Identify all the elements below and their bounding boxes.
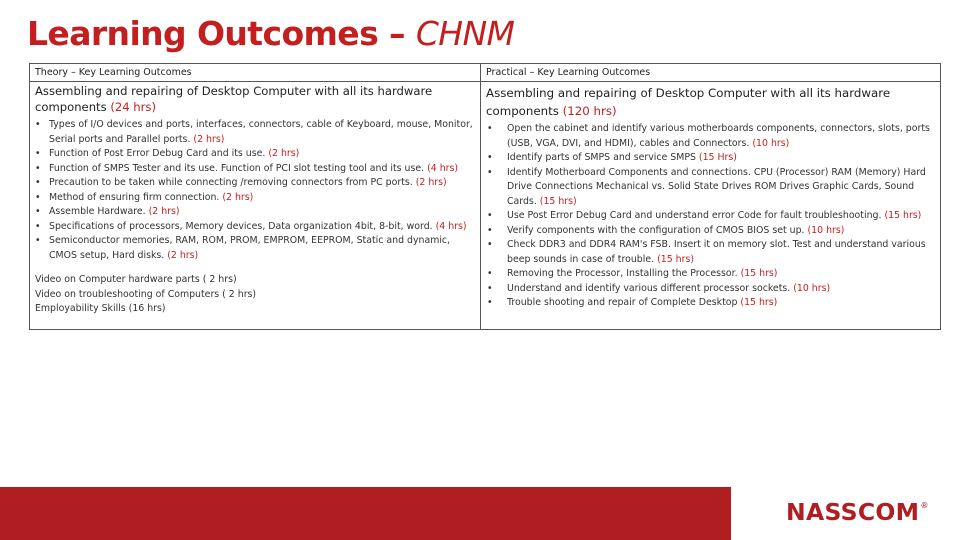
practical-item — [487, 122, 934, 151]
practical-item-text: Trouble shooting and repair of Complete Desktop — [507, 297, 738, 308]
theory-item-text: Types of I/O devices and ports, interfaces, connectors, cable of Keyboard, mouse, Monitor, Serial ports and Parallel ports. — [49, 119, 473, 145]
resource-link: Video on Computer hardware parts ( 2 hrs) — [35, 274, 237, 285]
theory-item-text: Method of ensuring firm connection. — [49, 191, 220, 203]
practical-item-hrs: (10 hrs) — [807, 224, 845, 236]
registered-mark: ® — [920, 501, 929, 510]
theory-item-text: Specifications of processors, Memory devices, Data organization 4bit, 8-bit, word. — [49, 220, 433, 232]
title-main: Learning Outcomes — [27, 14, 379, 53]
resource-link: Video on troubleshooting of Computers ( 2 hrs) — [35, 288, 257, 300]
theory-links — [30, 263, 480, 317]
practical-item — [487, 282, 934, 297]
practical-item-text: Open the cabinet and identify various motherboards components, connectors, slots, ports (USB, VGA, DVI, and HDMI), cables and Connectors. — [507, 123, 930, 149]
practical-item-hrs: (15 hrs) — [740, 297, 778, 308]
theory-item-hrs: (2 hrs) — [193, 133, 225, 145]
theory-header: Theory – Key Learning Outcomes — [30, 64, 480, 82]
theory-item — [35, 176, 474, 191]
practical-item-text: Removing the Processor, Installing the Processor. — [507, 268, 738, 279]
theory-column — [30, 64, 481, 329]
theory-item-hrs: (2 hrs) — [148, 206, 180, 217]
nasscom-logo — [786, 498, 929, 526]
title-separator: – — [389, 14, 405, 53]
resource-link: Employability Skills (16 hrs) — [35, 303, 166, 314]
theory-item — [35, 162, 474, 177]
footer-band — [0, 487, 731, 540]
practical-item — [487, 151, 934, 166]
logo-text: NASSCOM — [786, 498, 920, 526]
theory-item-text: Assemble Hardware. — [49, 206, 146, 217]
theory-item-text: Function of Post Error Debug Card and its use. — [49, 148, 266, 159]
practical-item-hrs: (10 hrs) — [752, 137, 790, 149]
practical-title — [481, 82, 940, 120]
theory-title-text: Assembling and repairing of Desktop Computer with all its hardware components — [35, 84, 433, 114]
theory-list — [30, 115, 480, 263]
theory-title — [30, 82, 480, 115]
practical-item — [487, 166, 934, 210]
practical-item-text: Understand and identify various different processor sockets. — [507, 282, 791, 294]
practical-item-text: Identify parts of SMPS and service SMPS — [507, 152, 696, 163]
practical-list — [481, 120, 940, 311]
practical-item-text: Check DDR3 and DDR4 RAM's FSB. Insert it on memory slot. Test and understand various beep sounds in case of trouble. — [507, 239, 926, 265]
theory-item — [35, 147, 474, 162]
theory-title-hrs: (24 hrs) — [110, 99, 156, 114]
practical-item — [487, 224, 934, 239]
practical-item-hrs: (15 hrs) — [539, 195, 577, 207]
practical-header: Practical – Key Learning Outcomes — [481, 64, 940, 82]
practical-item — [487, 296, 934, 311]
theory-item — [35, 234, 474, 263]
practical-item-hrs: (10 hrs) — [793, 282, 831, 294]
practical-item-hrs: (15 Hrs) — [698, 152, 737, 163]
theory-item-hrs: (2 hrs) — [415, 177, 447, 188]
practical-item-text: Use Post Error Debug Card and understand error Code for fault troubleshooting. — [507, 210, 882, 221]
outcomes-table — [29, 63, 941, 330]
practical-item — [487, 267, 934, 282]
theory-item-hrs: (2 hrs) — [268, 148, 300, 159]
theory-item-hrs: (2 hrs) — [167, 249, 199, 261]
theory-item-text: Semiconductor memories, RAM, ROM, PROM, EMPROM, EEPROM, Static and dynamic, CMOS setup, Hard disks. — [49, 235, 451, 261]
theory-item-hrs: (4 hrs) — [435, 220, 467, 232]
practical-item — [487, 238, 934, 267]
theory-item-hrs: (2 hrs) — [222, 191, 254, 203]
practical-item-text: Identify Motherboard Components and connections. CPU (Processor) RAM (Memory) Hard Drive Connections Mechanical vs. Solid State Drives ROM Drives Graphic Cards, Sound Cards. — [507, 166, 926, 207]
practical-title-text: Assembling and repairing of Desktop Computer with all its hardware components — [486, 86, 891, 118]
theory-item — [35, 205, 474, 220]
practical-title-hrs: (120 hrs) — [562, 104, 617, 118]
theory-item-text: Precaution to be taken while connecting /removing connectors from PC ports. — [49, 177, 413, 188]
theory-item — [35, 220, 474, 235]
practical-item — [487, 209, 934, 224]
practical-column — [481, 64, 940, 329]
practical-item-text: Verify components with the configuration of CMOS BIOS set up. — [507, 224, 805, 236]
practical-item-hrs: (15 hrs) — [884, 210, 922, 221]
theory-item-hrs: (4 hrs) — [427, 162, 459, 174]
practical-item-hrs: (15 hrs) — [740, 268, 778, 279]
theory-item — [35, 118, 474, 147]
slide-title — [27, 14, 514, 53]
title-italic: CHNM — [415, 14, 515, 53]
theory-item-text: Function of SMPS Tester and its use. Function of PCI slot testing tool and its use. — [49, 162, 425, 174]
theory-item — [35, 191, 474, 206]
practical-item-hrs: (15 hrs) — [657, 253, 695, 265]
